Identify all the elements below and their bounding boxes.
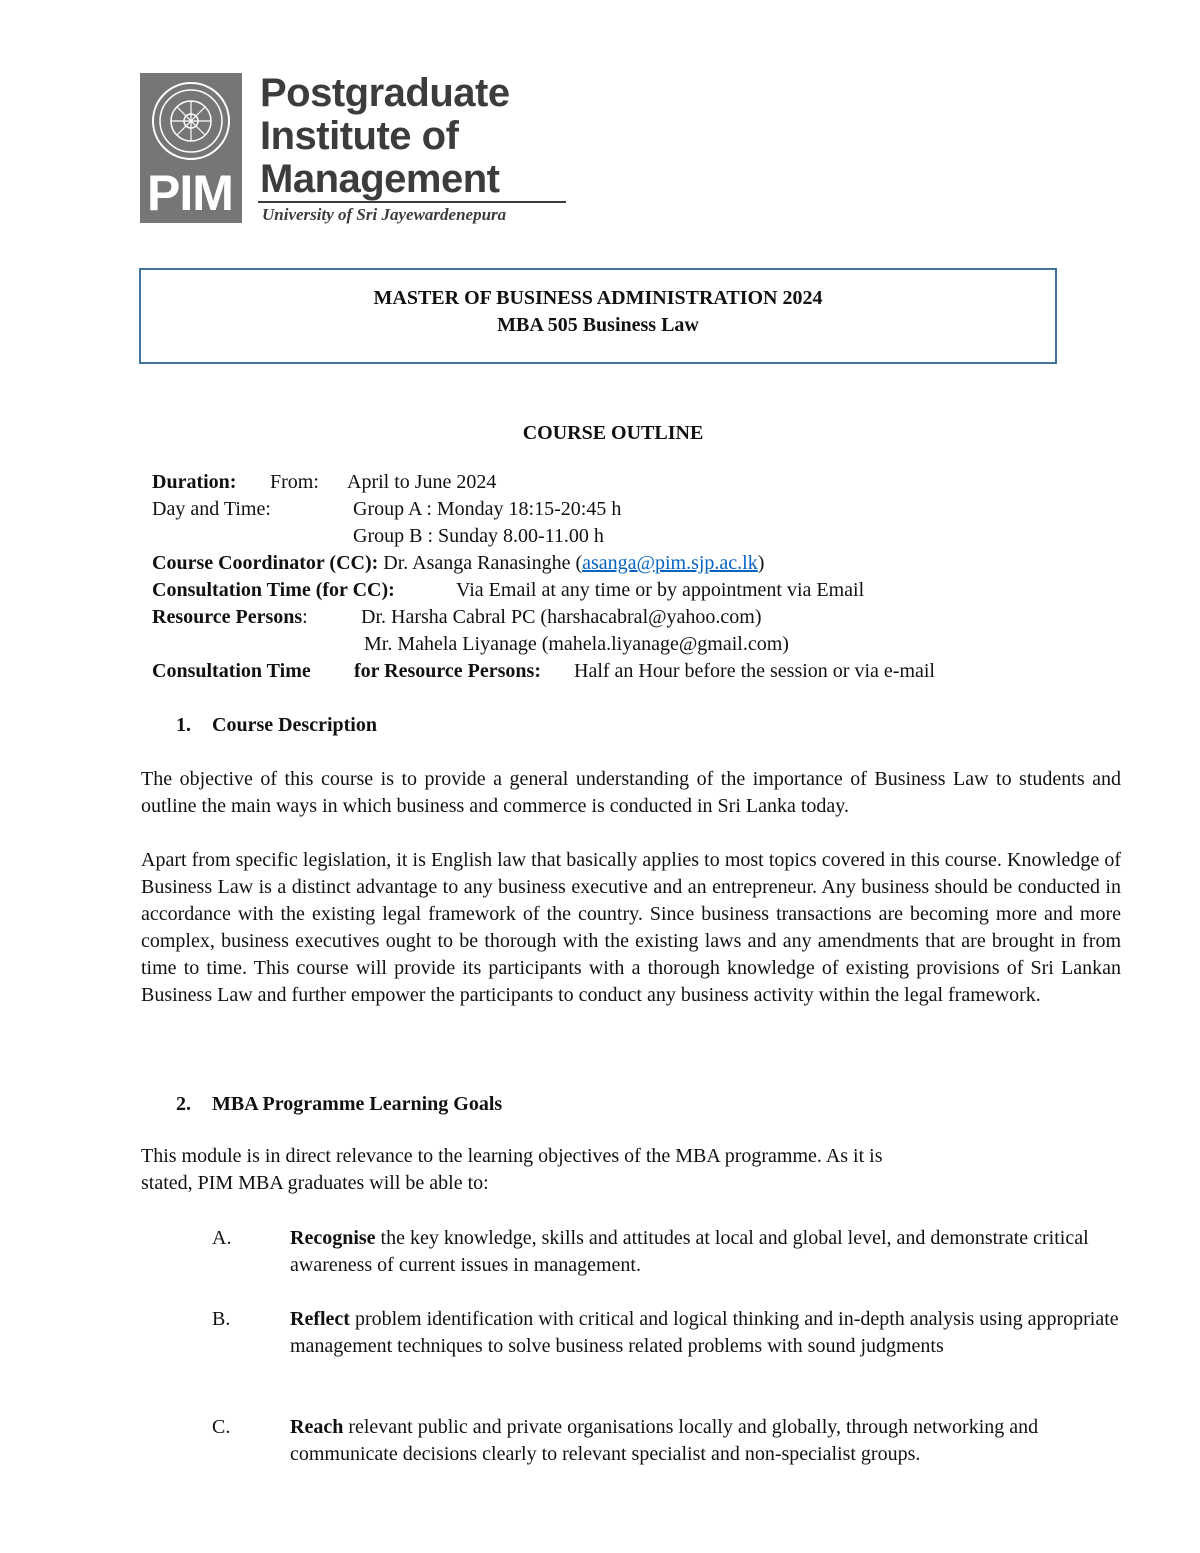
logo-university: University of Sri Jayewardenepura <box>262 205 507 224</box>
consultation-rp-label-a: Consultation Time <box>152 660 311 682</box>
course-description-paragraph-2: Apart from specific legislation, it is English law that basically applies to most topics covered in this course. Knowledge of Business Law is a distinct advantage to any business executive and an entrepreneur. Any business should be conducted in accordance with the existing legal framework of the country. Since business transactions are becoming more and more complex, business executives ought to be thorough with the existing laws and any amendments that are brought in from time to time. This course will provide its participants with a thorough knowledge of existing provisions of Sri Lankan Business Law and further empower the participants to conduct any business activity within the legal framework. <box>141 849 1121 1006</box>
group-b-schedule: Group B : Sunday 8.00-11.00 h <box>353 525 604 547</box>
university-seal-icon <box>140 77 242 169</box>
duration-label: Duration: <box>152 471 237 493</box>
programme-title: MASTER OF BUSINESS ADMINISTRATION 2024 <box>373 287 823 309</box>
goal-c-keyword: Reach <box>290 1416 344 1438</box>
course-description-paragraph-1: The objective of this course is to provide a general understanding of the importance of Business Law to students and outline the main ways in which business and commerce is conducted in Sri Lanka today. <box>141 768 1121 817</box>
goal-b-keyword: Reflect <box>290 1308 350 1330</box>
resource-person-2: Mr. Mahela Liyanage (mahela.liyanage@gmail.com) <box>364 633 789 655</box>
coordinator-name: Dr. Asanga Ranasinghe ( <box>383 552 583 574</box>
resource-label: Resource Persons <box>152 606 303 628</box>
resource-label-line <box>152 604 308 631</box>
goal-c-description: relevant public and private organisations locally and globally, through networking and communicate decisions clearly to relevant specialist and non-specialist groups. <box>290 1416 1039 1465</box>
goal-c-text <box>290 1414 1130 1468</box>
goal-a-keyword: Recognise <box>290 1227 376 1249</box>
resource-colon: : <box>302 606 308 628</box>
consultation-cc-label: Consultation Time (for CC): <box>152 579 395 601</box>
from-label: From: <box>270 471 319 493</box>
goal-a-text <box>290 1225 1130 1279</box>
goal-a-description: the key knowledge, skills and attitudes at local and global level, and demonstrate critical awareness of current issues in management. <box>290 1227 1089 1276</box>
logo-name-line-2: Institute of <box>260 114 459 158</box>
consultation-rp-value: Half an Hour before the session or via e-mail <box>574 660 935 682</box>
coordinator-label: Course Coordinator (CC): <box>152 552 379 574</box>
section-1-number: 1. <box>176 714 191 736</box>
goal-b-description: problem identification with critical and logical thinking and in-depth analysis using appropriate management techniques to solve business related problems with sound judgments <box>290 1308 1119 1357</box>
learning-goals-intro-line-2: stated, PIM MBA graduates will be able to: <box>141 1172 489 1194</box>
coordinator-email-link[interactable]: asanga@pim.sjp.ac.lk <box>582 552 758 574</box>
coordinator-close: ) <box>757 552 765 574</box>
logo-name-line-1: Postgraduate <box>260 71 510 115</box>
course-title: MBA 505 Business Law <box>497 314 699 336</box>
learning-goals-intro-line-1: This module is in direct relevance to the learning objectives of the MBA programme. As it is <box>141 1145 883 1167</box>
day-time-label: Day and Time: <box>152 498 271 520</box>
section-2-heading: MBA Programme Learning Goals <box>212 1093 503 1115</box>
logo-divider <box>258 201 566 203</box>
section-1-heading: Course Description <box>212 714 377 736</box>
goal-b-letter: B. <box>212 1308 231 1330</box>
goal-a-letter: A. <box>212 1227 232 1249</box>
goal-c-letter: C. <box>212 1416 231 1438</box>
consultation-cc-value: Via Email at any time or by appointment via Email <box>456 579 865 601</box>
section-2-number: 2. <box>176 1093 191 1115</box>
consultation-rp-label-b: for Resource Persons: <box>354 660 541 682</box>
goal-b-text <box>290 1306 1130 1360</box>
duration-value: April to June 2024 <box>347 471 497 493</box>
outline-heading: COURSE OUTLINE <box>522 422 704 444</box>
group-a-schedule: Group A : Monday 18:15-20:45 h <box>353 498 622 520</box>
logo-abbreviation: PIM <box>147 165 233 221</box>
resource-person-1: Dr. Harsha Cabral PC (harshacabral@yahoo.com) <box>361 606 762 628</box>
coordinator-line <box>152 550 764 577</box>
logo-name-line-3: Management <box>260 157 500 201</box>
